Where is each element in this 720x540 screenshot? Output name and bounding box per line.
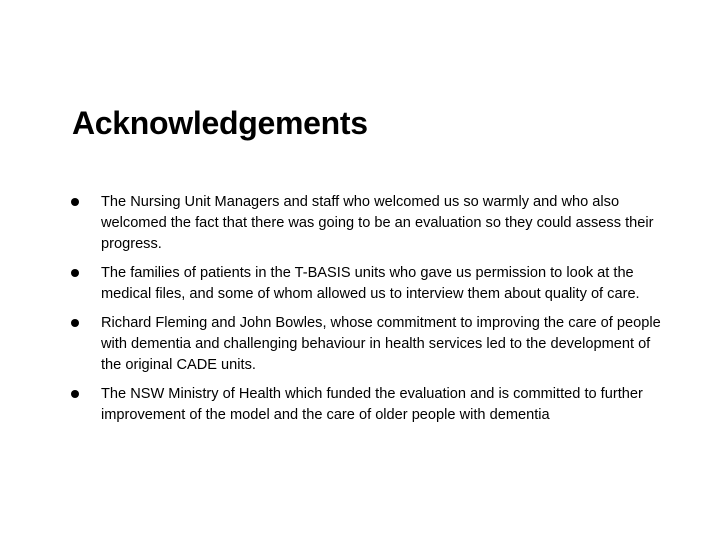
bullet-dot-icon [71,390,79,398]
bullet-item [0,313,720,376]
bullet-text: The NSW Ministry of Health which funded the evaluation and is committed to further improvement of the model and the care of older people with dementia [101,386,643,423]
bullet-text: The families of patients in the T-BASIS units who gave us permission to look at the medical files, and some of whom allowed us to interview them about quality of care. [101,265,640,302]
bullet-text: Richard Fleming and John Bowles, whose commitment to improving the care of people with dementia and challenging behaviour in health services led to the development of the original CADE units. [101,315,661,373]
bullet-item [0,192,720,255]
bullet-dot-icon [71,198,79,206]
bullet-item [0,263,720,305]
bullet-list [0,192,720,434]
bullet-item [0,384,720,426]
slide-title: Acknowledgements [72,105,368,141]
bullet-text: The Nursing Unit Managers and staff who welcomed us so warmly and who also welcomed the fact that there was going to be an evaluation so they could assess their progress. [101,194,654,252]
bullet-dot-icon [71,269,79,277]
bullet-dot-icon [71,319,79,327]
